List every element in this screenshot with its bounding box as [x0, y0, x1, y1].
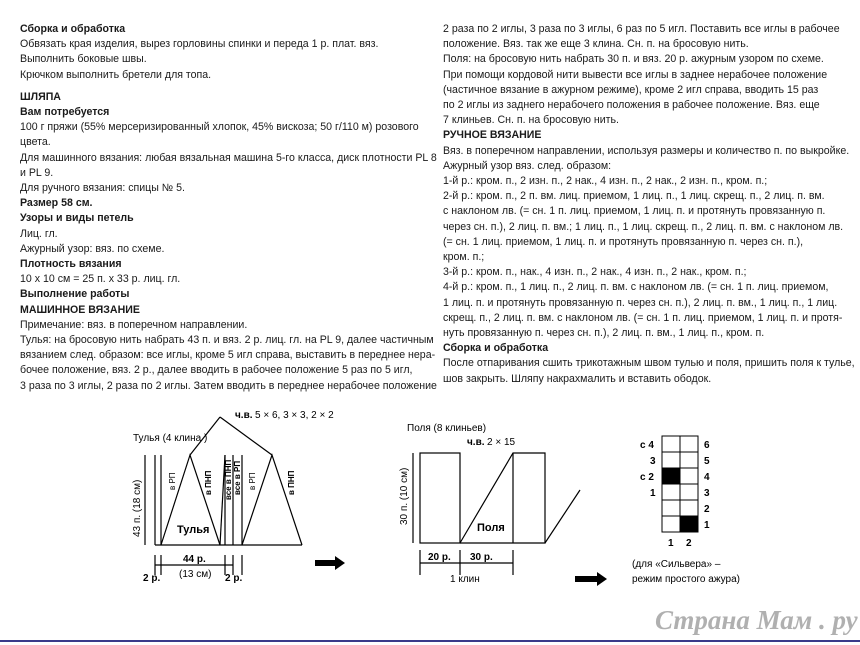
brim-chv-label: ч.в. — [467, 437, 485, 448]
heading-line: Сборка и обработка — [443, 342, 549, 355]
text-line: 1-й р.: кром. п., 2 изн. п., 2 нак., 4 изн. п., 2 нак., 2 изн. п., кром. п.; — [443, 175, 768, 188]
crown-left-rows: 2 р. — [143, 573, 161, 584]
crown-rp-label: в РП — [168, 472, 177, 490]
heading-line: Узоры и виды петель — [20, 212, 134, 225]
text-line: 2-й р.: кром. п., 2 п. вм. лиц. приемом, 1 лиц. п., 1 лиц. скрещ. п., 2 лиц. п. вм. — [443, 190, 825, 203]
text-line: положение. Вяз. так же еще 3 клина. Сн. п. на бросовую нить. — [443, 38, 749, 51]
crown-pnp-label: в ПНП — [204, 470, 213, 495]
chart-filled-cell — [680, 516, 698, 532]
text-line: Для ручного вязания: спицы № 5. — [20, 182, 185, 195]
text-line: Выполнить боковые швы. — [20, 53, 147, 66]
text-line: 4-й р.: кром. п., 1 лиц. п., 2 лиц. п. вм. с наклоном лв. (= сн. 1 п. лиц. приемом, — [443, 281, 829, 294]
chart-caption-2: режим простого ажура) — [632, 574, 740, 585]
brim-w1: 20 р. — [428, 552, 451, 563]
crown-rp-label-2: в РП — [248, 472, 257, 490]
crown-pnp-label-2: в ПНП — [287, 470, 296, 495]
left-text-column — [20, 22, 437, 394]
text-line: 3 раза по 3 иглы, 2 раза по 2 иглы. Затем вводить в переднее нерабочее положение — [20, 379, 437, 392]
text-line: (частичное вязание в ажурном режиме), кроме 2 игл справа, вводить 15 раз — [443, 83, 819, 96]
text-line: с наклоном лв. (= сн. 1 п. лиц. приемом, 1 лиц. п. и протянуть провязанную п. — [443, 205, 826, 218]
text-line: 10 х 10 см = 25 п. х 33 р. лиц. гл. — [20, 273, 181, 286]
brim-diagram — [385, 415, 615, 590]
crown-center-label: Тулья — [177, 524, 210, 536]
stitch-chart — [630, 432, 780, 592]
brim-height-label: 30 п. (10 см) — [399, 467, 410, 525]
text-line: нуть провязанную п. через сн. п.), 2 лиц. п. вм., 1 лиц. п., кром. п. — [443, 327, 765, 340]
crown-chv-label: ч.в. — [235, 410, 253, 421]
text-line: 7 клиньев. Сн. п. на бросовую нить. — [443, 114, 619, 127]
chart-bottom-label: 1 — [668, 538, 674, 549]
right-text-column — [443, 22, 855, 387]
chart-right-label: 4 — [704, 472, 710, 483]
chart-filled-cell — [662, 468, 680, 484]
crown-width-cm: (13 см) — [179, 569, 212, 580]
watermark-logo — [655, 605, 858, 636]
text-line: через сн. п.), 2 лиц. п. вм.; 1 лиц. п., 1 лиц. скрещ. п., 2 лиц. п. вм. с наклоном лв. — [443, 220, 844, 233]
heading-line: ШЛЯПА — [20, 90, 61, 103]
chart-bottom-label: 2 — [686, 538, 692, 549]
crown-height-label: 43 п. (18 см) — [132, 479, 143, 537]
heading-line: Вам потребуется — [20, 106, 110, 119]
text-line: Обвязать края изделия, вырез горловины спинки и переда 1 р. плат. вяз. — [20, 38, 379, 51]
crown-title: Тулья (4 клина ) — [133, 433, 208, 444]
text-line: После отпаривания сшить трикотажным швом тулью и поля, пришить поля к тулье, — [443, 357, 855, 370]
text-line: бочее положение, вяз. 2 р., далее вводить в рабочее положение 5 раз по 5 игл, — [20, 364, 413, 377]
crown-diagram — [115, 405, 350, 585]
brim-title: Поля (8 клиньев) — [407, 423, 487, 434]
heading-line: Выполнение работы — [20, 288, 130, 301]
text-line: При помощи кордовой нити вывести все иглы в заднее нерабочее положение — [443, 68, 828, 81]
text-line: по 2 иглы из заднего нерабочего положения в рабочее положение. Вяз. еще — [443, 99, 820, 112]
brim-w2: 30 р. — [470, 552, 493, 563]
text-line: Лиц. гл. — [20, 227, 58, 240]
chart-left-label: 1 — [650, 488, 656, 499]
text-line: 3-й р.: кром. п., нак., 4 изн. п., 2 нак., 4 изн. п., 2 нак., кром. п.; — [443, 266, 747, 279]
chart-right-label: 2 — [704, 504, 710, 515]
chart-left-label: 3 — [650, 456, 656, 467]
heading-line: Плотность вязания — [20, 258, 122, 271]
text-line: скрещ. п., 2 лиц. п. вм. с наклоном лв. (= сн. 1 п. лиц. приемом, 1 лиц. п. и протя- — [443, 311, 843, 324]
text-line: Ажурный узор: вяз. по схеме. — [20, 242, 165, 255]
spacer — [20, 83, 425, 90]
text-line: 2 раза по 2 иглы, 3 раза по 3 иглы, 6 раз по 5 игл. Поставить все иглы в рабочее — [443, 23, 840, 35]
text-line: Поля: на бросовую нить набрать 30 п. и вяз. 20 р. ажурным узором по схеме. — [443, 53, 824, 66]
text-line: Для машинного вязания: любая вязальная машина 5-го класса, диск плотности PL 8 — [20, 151, 437, 164]
text-line: шов закрыть. Шляпу накрахмалить и вставить ободок. — [443, 372, 712, 385]
chart-left-label: с 4 — [640, 440, 654, 451]
crown-width-label: 44 р. — [183, 554, 206, 565]
text-line: Тулья: на бросовую нить набрать 43 п. и вяз. 2 р. лиц. гл. на PL 9, далее частичным — [20, 334, 434, 347]
chart-right-label: 5 — [704, 456, 710, 467]
text-line: Примечание: вяз. в поперечном направлении. — [20, 318, 248, 331]
text-line: (= сн. 1 лиц. приемом, 1 лиц. п. и протянуть провязанную п. через сн. п.), — [443, 235, 804, 248]
heading-line: Сборка и обработка — [20, 23, 126, 35]
chart-right-label: 1 — [704, 520, 710, 531]
heading-line: Размер 58 см. — [20, 197, 93, 210]
text-line: кром. п.; — [443, 251, 485, 264]
text-line: Крючком выполнить бретели для топа. — [20, 68, 212, 81]
text-line: цвета. — [20, 136, 51, 149]
heading-line: МАШИННОЕ ВЯЗАНИЕ — [20, 303, 140, 316]
chart-right-label: 3 — [704, 488, 710, 499]
text-line: вязанием след. образом: все иглы, кроме 5 игл справа, выставить в переднее нера- — [20, 349, 436, 362]
crown-all-pnp-label: все в ПНП — [224, 459, 233, 500]
heading-line: РУЧНОЕ ВЯЗАНИЕ — [443, 129, 542, 142]
chart-caption-1: (для «Сильвера» – — [632, 559, 721, 570]
crown-right-rows: 2 р. — [225, 573, 243, 584]
text-line: 1 лиц. п. и протянуть провязанную п. через сн. п.), 2 лиц. п. вм., 1 лиц. п., 1 лиц. — [443, 296, 838, 309]
chart-left-label: с 2 — [640, 472, 654, 483]
crown-chv-text: 5 × 6, 3 × 3, 2 × 2 — [255, 410, 334, 421]
watermark-text: Страна Мам . ру — [655, 605, 858, 635]
text-line: Вяз. в поперечном направлении, используя размеры и количество п. по выкройке. — [443, 144, 850, 157]
chart-right-label: 6 — [704, 440, 710, 451]
bottom-rule — [0, 640, 860, 642]
crown-all-rp-label: все в РП — [233, 460, 242, 495]
text-line: Ажурный узор вяз. след. образом: — [443, 159, 612, 172]
brim-center-label: Поля — [477, 522, 505, 534]
brim-chv-text: 2 × 15 — [487, 437, 516, 448]
brim-wedge: 1 клин — [450, 574, 480, 585]
text-line: и PL 9. — [20, 166, 54, 179]
text-line: 100 г пряжи (55% мерсеризированный хлопок, 45% вискоза; 50 г/110 м) розового — [20, 121, 419, 134]
